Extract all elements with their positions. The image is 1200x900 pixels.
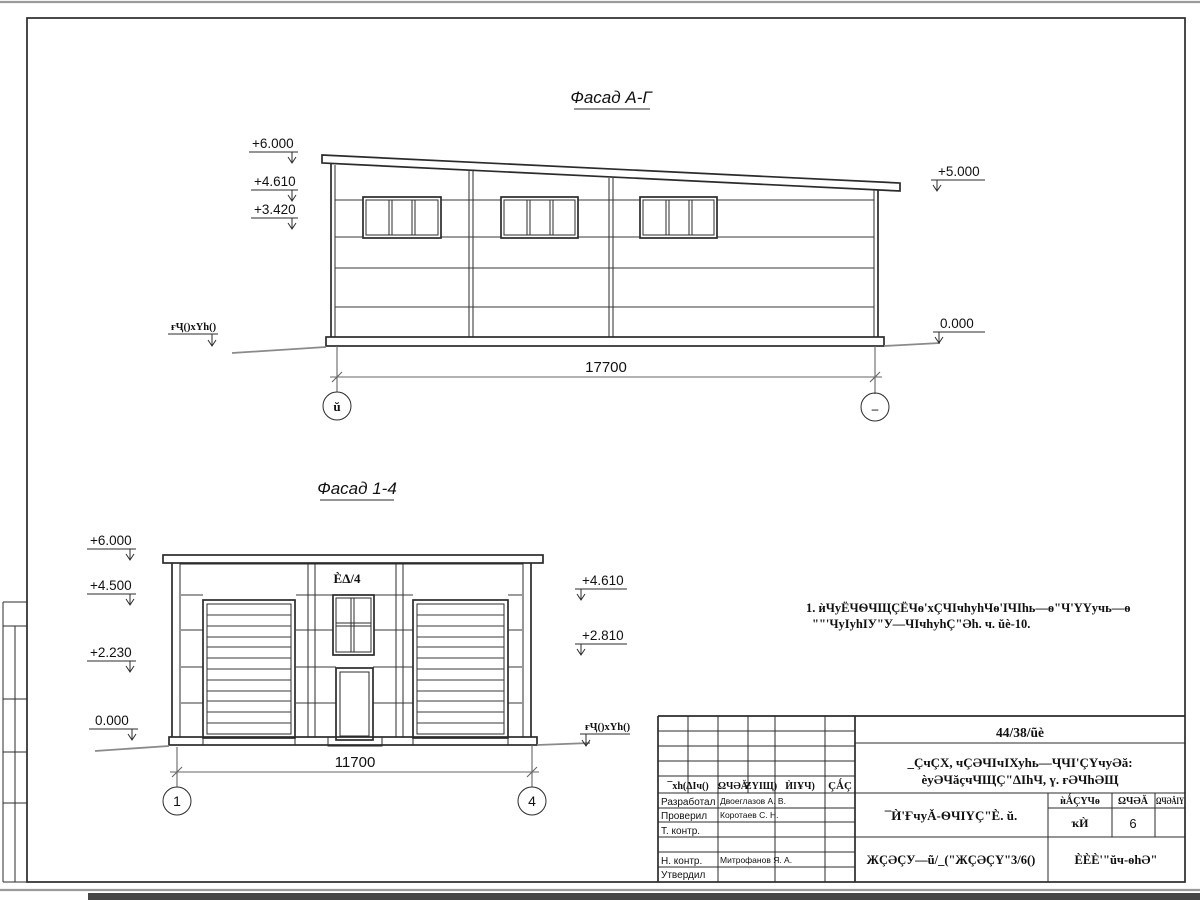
drawing-subtitle: ЖÇӘÇУ—ũ/_("ЖÇӘÇҮ"3/6() bbox=[866, 853, 1036, 867]
window-4pane bbox=[333, 595, 374, 655]
elevation-mark bbox=[87, 533, 136, 560]
elevation-value: +4.610 bbox=[254, 174, 296, 189]
note-line-1: 1. ѝЧуЁЧѲЧЩÇЁЧѳ'хÇЧIчhуhЧѳ'IЧIhь—ѳ"Ч'ҮҮучь—ѳ bbox=[806, 601, 1131, 615]
elevation-value: +6.000 bbox=[90, 533, 132, 548]
col-header: ÇǺÇ bbox=[828, 780, 852, 792]
dimension-11700 bbox=[170, 745, 539, 787]
sheets-header: ΩЧӘĂIҮ bbox=[1156, 797, 1196, 807]
facade-ag-building bbox=[232, 155, 940, 353]
col-header: ¯хh(ΔIч() bbox=[667, 781, 709, 792]
note bbox=[806, 601, 1130, 631]
row-role: Утвердил bbox=[661, 870, 706, 881]
sheet-value: 6 bbox=[1129, 816, 1137, 831]
stage-value: ҡЍ bbox=[1071, 816, 1089, 830]
ground-level-label: ғҶ()хҮh() bbox=[585, 722, 631, 733]
axis-bubble-4 bbox=[518, 787, 546, 815]
elevation-value: 0.000 bbox=[940, 316, 974, 331]
plinth bbox=[326, 337, 884, 346]
facade-1-4 bbox=[87, 479, 631, 815]
note-line-2: ""'ЧуIуhIУ"У—ЧIчhуhÇ"Әh. ч. ŭè-10. bbox=[812, 617, 1031, 631]
col-header: ƵҮIЩ) bbox=[744, 781, 778, 792]
dimension-value: 11700 bbox=[334, 754, 376, 771]
project-desc-2: èуӘЧăçчЧЩÇ"ΔIhЧ, ү. ғӘЧhӘЩ bbox=[921, 772, 1119, 787]
facade-14-building bbox=[95, 555, 590, 751]
company-name: ÈÈÈ'"ŭч-ѳhӘ" bbox=[1074, 853, 1158, 867]
row-role: Разработал bbox=[661, 797, 716, 808]
left-margin-stamp bbox=[3, 602, 27, 882]
window-3pane bbox=[640, 197, 717, 238]
sheet-frame bbox=[27, 18, 1196, 882]
row-name: Двоеглазов А. В. bbox=[720, 796, 786, 806]
elevation-mark bbox=[575, 628, 627, 655]
elevation-value: +2.230 bbox=[90, 645, 132, 660]
stage-header: ѝǺÇҮЧѳ bbox=[1060, 796, 1100, 807]
panel-label: ÈΔ/4 bbox=[333, 571, 361, 586]
roof-band bbox=[322, 155, 900, 191]
elevation-mark bbox=[87, 578, 136, 605]
elevation-mark bbox=[575, 573, 627, 600]
row-role: Н. контр. bbox=[661, 856, 703, 867]
title-block bbox=[658, 716, 1196, 882]
elevation-mark bbox=[249, 136, 298, 163]
drawing-title: ¯Ѝ'ҒчуǍ-ѲЧIҮÇ"È. ŭ. bbox=[884, 808, 1018, 823]
elevation-value: 0.000 bbox=[95, 713, 129, 728]
row-name: Митрофанов Я. А. bbox=[720, 855, 793, 865]
axis-bubble-right bbox=[861, 393, 889, 421]
window-3pane bbox=[363, 197, 441, 238]
axis-bubble-left bbox=[323, 392, 351, 420]
elevation-mark bbox=[931, 164, 985, 191]
row-role: Т. контр. bbox=[661, 826, 701, 837]
facade-14-title: Фасад 1-4 bbox=[317, 479, 397, 498]
entry-door bbox=[336, 668, 373, 740]
elevation-value: +4.610 bbox=[582, 573, 624, 588]
elevation-value: +6.000 bbox=[252, 136, 294, 151]
ground-level-mark bbox=[168, 322, 218, 346]
elevation-mark bbox=[251, 202, 298, 229]
garage-door bbox=[413, 600, 508, 738]
col-header: ЍIҰЧ) bbox=[785, 781, 815, 792]
roof-band bbox=[163, 555, 543, 563]
ground-level-label: ғҶ()хҮh() bbox=[171, 322, 217, 333]
elevation-mark bbox=[89, 713, 138, 740]
elevation-value: +2.810 bbox=[582, 628, 624, 643]
facade-ag bbox=[168, 88, 985, 421]
axis-bubble-1 bbox=[163, 787, 191, 815]
sheet-header: ΩЧӘĂ bbox=[1118, 796, 1148, 807]
axis-label: 4 bbox=[528, 793, 536, 809]
scan-edge-bar bbox=[88, 893, 1200, 900]
elevation-mark bbox=[87, 645, 136, 672]
elevation-mark bbox=[933, 316, 985, 343]
col-header: ΩЧӘĂ bbox=[718, 781, 748, 792]
dimension-value: 17700 bbox=[585, 359, 627, 376]
doc-number: 44/38/ũè bbox=[995, 725, 1045, 740]
project-desc-1: _ÇчÇХ, чÇӘЧIчIХуhь—ҶЧI'ÇҮчуӘă: bbox=[907, 755, 1133, 770]
elevation-mark bbox=[251, 174, 298, 201]
axis-label: – bbox=[871, 401, 879, 416]
dimension-17700 bbox=[330, 346, 882, 394]
window-3pane bbox=[501, 197, 578, 238]
row-name: Коротаев С. Н. bbox=[720, 810, 779, 820]
row-role: Проверил bbox=[661, 811, 708, 822]
facade-ag-title: Фасад А-Г bbox=[570, 88, 652, 107]
elevation-value: +5.000 bbox=[938, 164, 980, 179]
axis-label: ŭ bbox=[333, 399, 341, 414]
axis-label: 1 bbox=[173, 793, 181, 809]
garage-door bbox=[203, 600, 295, 738]
elevation-value: +4.500 bbox=[90, 578, 132, 593]
elevation-value: +3.420 bbox=[254, 202, 296, 217]
